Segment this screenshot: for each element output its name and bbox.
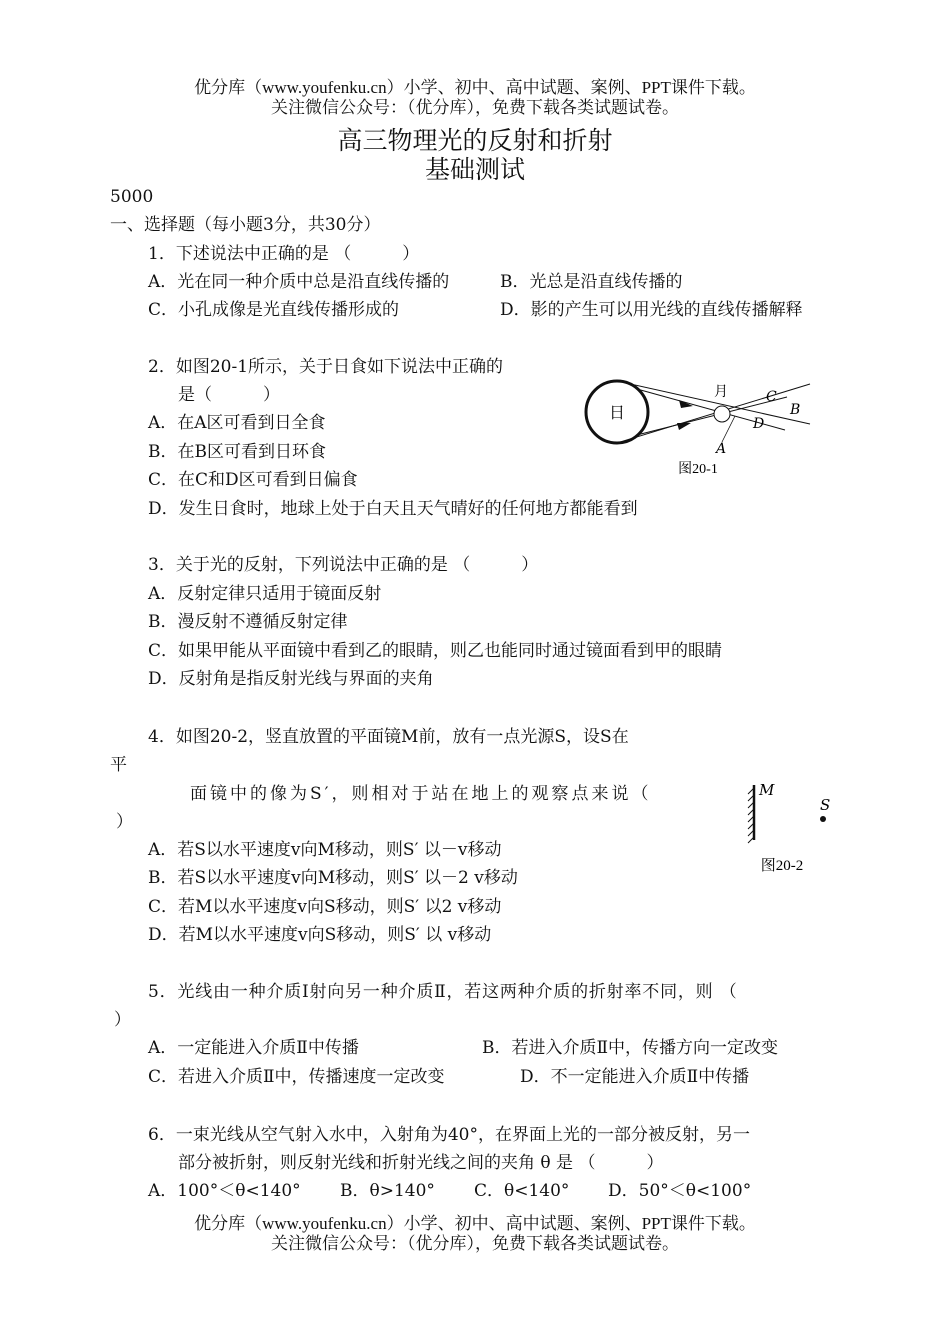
label-c: C — [766, 389, 777, 405]
q6-option-a: A．100°＜θ<140° — [148, 1181, 301, 1201]
footer-line-2: 关注微信公众号：（优分库），免费下载各类试题试卷。 — [271, 1234, 679, 1253]
q6-stem-2: 部分被折射，则反射光线和折射光线之间的夹角 θ 是 （ ） — [178, 1153, 664, 1173]
figure-20-1-caption: 图20-1 — [678, 462, 718, 477]
section-heading: 一、选择题（每小题3分，共30分） — [110, 215, 381, 235]
q4-stem-2b: ） — [116, 812, 133, 832]
doc-code: 5000 — [110, 187, 154, 207]
arrow-2 — [677, 423, 691, 430]
q2-option-b: B．在B区可看到日环食 — [148, 442, 326, 462]
q1-option-a: A．光在同一种介质中总是沿直线传播的 — [148, 272, 450, 292]
figure-20-2-caption: 图20-2 — [760, 858, 804, 874]
q2-stem-2: 是（ ） — [178, 385, 280, 405]
q3-option-a: A．反射定律只适用于镜面反射 — [148, 584, 382, 604]
q2-stem-1: 2．如图20-1所示，关于日食如下说法中正确的 — [148, 357, 504, 377]
q5-stem-1b: ） — [114, 1010, 131, 1030]
ray-4 — [637, 397, 787, 435]
q6-option-b: B．θ>140° — [340, 1181, 435, 1201]
label-d: D — [753, 416, 765, 432]
label-a: A — [716, 441, 727, 457]
q4-option-d: D．若M以水平速度v向S移动，则S′ 以 v移动 — [148, 925, 492, 945]
moon-label: 月 — [714, 384, 728, 400]
header-line-2: 关注微信公众号：（优分库），免费下载各类试题试卷。 — [271, 98, 679, 117]
label-m: M — [759, 781, 775, 799]
q5-stem-1: 5．光线由一种介质Ⅰ射向另一种介质Ⅱ，若这两种介质的折射率不同，则 （ — [148, 982, 738, 1002]
q2-option-a: A．在A区可看到日全食 — [148, 413, 326, 433]
q4-option-c: C．若M以水平速度v向S移动，则S′ 以2 v移动 — [148, 897, 502, 917]
q1-option-c: C．小孔成像是光直线传播形成的 — [148, 300, 400, 320]
q4-stem-1: 4．如图20-2，竖直放置的平面镜M前，放有一点光源S，设S在 — [148, 727, 629, 747]
label-b: B — [790, 402, 801, 418]
q4-stem-1b: 平 — [110, 755, 127, 775]
page-subtitle: 基础测试 — [424, 155, 525, 184]
q1-option-b: B．光总是沿直线传播的 — [500, 272, 683, 292]
q6-option-c: C．θ<140° — [474, 1181, 570, 1201]
q5-option-a: A．一定能进入介质Ⅱ中传播 — [148, 1038, 359, 1058]
label-s: S — [820, 796, 831, 814]
q4-option-a: A．若S以水平速度v向M移动，则S′ 以－v移动 — [148, 840, 502, 860]
light-source-dot — [820, 816, 826, 822]
q6-stem-1: 6．一束光线从空气射入水中，入射角为40°，在界面上光的一部分被反射，另一 — [148, 1125, 750, 1145]
q2-option-d: D．发生日食时，地球上处于白天且天气晴好的任何地方都能看到 — [148, 499, 638, 519]
q3-option-c: C．如果甲能从平面镜中看到乙的眼睛，则乙也能同时通过镜面看到甲的眼睛 — [148, 641, 723, 661]
q5-option-b: B．若进入介质Ⅱ中，传播方向一定改变 — [482, 1038, 779, 1058]
q3-option-b: B．漫反射不遵循反射定律 — [148, 612, 348, 632]
q4-stem-2: 面镜中的像为S′，则相对于站在地上的观察点来说（ — [190, 784, 652, 804]
header-line-1: 优分库（www.youfenku.cn）小学、初中、高中试题、案例、PPT课件下载。 — [194, 78, 756, 97]
q2-option-c: C．在C和D区可看到日偏食 — [148, 470, 358, 490]
page-title: 高三物理光的反射和折射 — [337, 126, 613, 155]
q1-option-d: D．影的产生可以用光线的直线传播解释 — [500, 300, 803, 320]
footer-line-1: 优分库（www.youfenku.cn）小学、初中、高中试题、案例、PPT课件下载。 — [194, 1214, 756, 1233]
q3-option-d: D．反射角是指反射光线与界面的夹角 — [148, 669, 434, 689]
q5-option-d: D．不一定能进入介质Ⅱ中传播 — [520, 1067, 750, 1087]
q6-option-d: D．50°＜θ<100° — [608, 1181, 752, 1201]
q3-stem: 3．关于光的反射，下列说法中正确的是 （ ） — [148, 555, 539, 575]
figure-20-1 — [575, 372, 825, 482]
moon-circle — [714, 406, 730, 422]
q5-option-c: C．若进入介质Ⅱ中，传播速度一定改变 — [148, 1067, 445, 1087]
figure-20-2 — [740, 778, 840, 878]
sun-label: 日 — [608, 403, 626, 422]
q4-option-b: B．若S以水平速度v向M移动，则S′ 以－2 v移动 — [148, 868, 518, 888]
q1-stem: 1．下述说法中正确的是 （ ） — [148, 244, 420, 264]
